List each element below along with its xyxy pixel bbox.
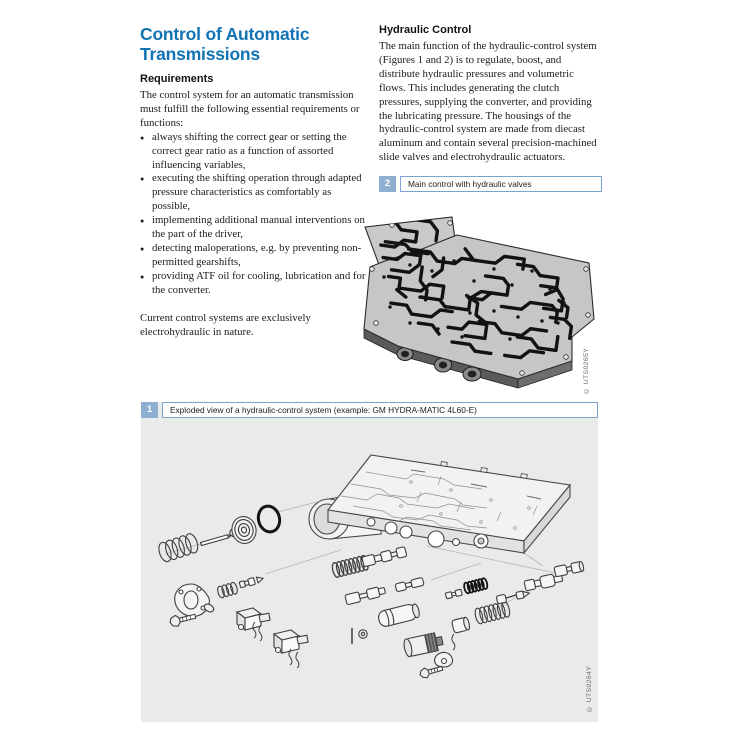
left-column bbox=[140, 24, 369, 339]
list-item: ● executing the shifting operation through adapted pressure characteristics as comfortably as possible, bbox=[140, 172, 369, 214]
figure2-number-badge: 2 bbox=[379, 176, 396, 192]
list-item: ● providing ATF oil for cooling, lubrication and for the converter. bbox=[140, 270, 369, 298]
closing-paragraph: Current control systems are exclusively electrohydraulic in nature. bbox=[140, 311, 311, 338]
page-title: Control of Automatic Transmissions bbox=[140, 24, 310, 64]
figure1-caption: Exploded view of a hydraulic-control system (example: GM HYDRA-MATIC 4L60-E) bbox=[162, 402, 598, 418]
hydraulic-control-heading: Hydraulic Control bbox=[379, 24, 472, 36]
image-credit: © UTS0265Y bbox=[583, 347, 590, 394]
figure2-caption: Main control with hydraulic valves bbox=[400, 176, 602, 192]
requirements-intro: The control system for an automatic transmission must fulfill the following essential requirements or functions: bbox=[140, 89, 360, 129]
figure1-caption-bar bbox=[141, 402, 598, 418]
hydraulic-control-body: The main function of the hydraulic-control system (Figures 1 and 2) is to regulate, boost, and distribute hydraulic pressures and volumetric flows. This includes generating the clutch pressures, supplying the converter, and providing the lubricating pressure. The housings of the hydraulic-control system are made from diecast aluminum and contain several precision-machined slide valves and electrohydraulic actuators. bbox=[379, 40, 597, 164]
list-item: ● implementing additional manual interventions on the part of the driver, bbox=[140, 214, 369, 242]
figure1-number-badge: 1 bbox=[141, 402, 158, 418]
figure2-caption-bar bbox=[379, 176, 602, 192]
requirements-heading: Requirements bbox=[140, 73, 214, 85]
list-item: ● always shifting the correct gear or setting the correct gear ratio as a function of assorted influencing variables, bbox=[140, 131, 369, 173]
valve-body-casting bbox=[309, 455, 570, 553]
right-column bbox=[379, 24, 602, 192]
main-control-photo bbox=[362, 211, 606, 401]
figure1-panel bbox=[141, 402, 598, 722]
exploded-view-diagram bbox=[141, 422, 598, 720]
list-item: ● detecting maloperations, e.g. by preventing non-permitted gearshifts, bbox=[140, 242, 369, 270]
image-credit: © UTS0264Y bbox=[586, 665, 593, 712]
requirements-list bbox=[140, 131, 369, 298]
